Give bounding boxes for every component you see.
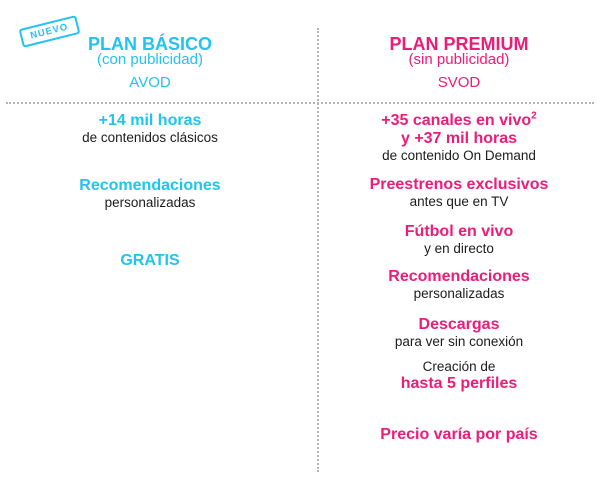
feature-title: Recomendaciones bbox=[388, 268, 530, 285]
feature-desc: antes que en TV bbox=[409, 194, 509, 209]
plan-basic-subtitle: (con publicidad) bbox=[97, 51, 203, 68]
basic-feature-free bbox=[0, 252, 300, 270]
feature-title: +14 mil horas bbox=[98, 112, 202, 129]
feature-title: Precio varía por país bbox=[380, 426, 538, 443]
premium-feature-premieres bbox=[318, 176, 600, 210]
premium-feature-football bbox=[318, 223, 600, 257]
feature-desc: personalizadas bbox=[104, 195, 196, 210]
premium-feature-price bbox=[318, 426, 600, 444]
premium-feature-downloads bbox=[318, 316, 600, 350]
feature-desc: de contenidos clásicos bbox=[82, 130, 218, 145]
feature-title-line1: +35 canales en vivo bbox=[381, 112, 532, 129]
feature-title: GRATIS bbox=[120, 252, 180, 269]
basic-feature-hours bbox=[0, 112, 300, 146]
feature-title-line2: y +37 mil horas bbox=[400, 130, 518, 147]
basic-feature-recommendations bbox=[0, 177, 300, 211]
feature-title: Fútbol en vivo bbox=[404, 223, 514, 240]
premium-feature-channels bbox=[318, 112, 600, 164]
plan-premium-subtitle: (sin publicidad) bbox=[408, 51, 510, 68]
feature-pre: Creación de bbox=[422, 359, 496, 374]
plan-premium-column bbox=[318, 0, 600, 477]
feature-title: Preestrenos exclusivos bbox=[369, 176, 549, 193]
new-badge: NUEVO bbox=[19, 15, 81, 48]
feature-desc: para ver sin conexión bbox=[394, 334, 524, 349]
footnote-mark: 2 bbox=[531, 110, 537, 122]
premium-feature-recommendations bbox=[318, 268, 600, 302]
feature-desc: personalizadas bbox=[413, 286, 505, 301]
plan-basic-title: PLAN BÁSICO bbox=[87, 34, 212, 54]
feature-title: Recomendaciones bbox=[79, 177, 221, 194]
premium-feature-profiles bbox=[318, 359, 600, 393]
plan-basic-type: AVOD bbox=[129, 74, 171, 91]
plan-premium-type: SVOD bbox=[437, 74, 481, 91]
feature-desc: de contenido On Demand bbox=[382, 148, 536, 163]
feature-title: Descargas bbox=[418, 316, 500, 333]
feature-title bbox=[318, 112, 600, 130]
feature-desc: y en directo bbox=[424, 241, 494, 256]
feature-title: hasta 5 perfiles bbox=[400, 375, 518, 392]
plan-premium-title: PLAN PREMIUM bbox=[389, 34, 529, 54]
